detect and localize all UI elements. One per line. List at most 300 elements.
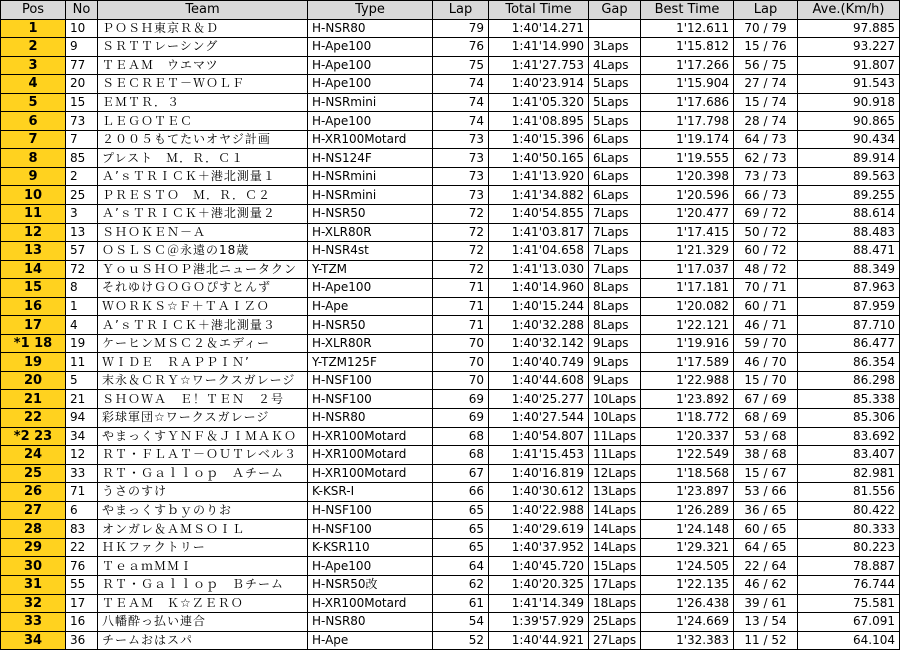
machine-type-cell: K-KSR110 [308,538,433,557]
machine-type-cell: Y-TZM [308,260,433,279]
position-value: 15 [23,280,43,296]
total-time-cell: 1:40'16.819 [489,464,589,483]
laps-cell: 74 [433,75,489,94]
table-row [1,353,900,372]
gap-cell: 6Laps [589,186,641,205]
total-time-cell: 1:41'14.990 [489,38,589,57]
header-best-lap: Lap [734,1,798,20]
best-lap-cell: 46 / 70 [734,353,798,372]
car-number-cell: 9 [66,38,98,57]
average-speed-cell: 83.692 [798,427,900,446]
team-name-cell: ＹｏｕＳＨＯＰ港北ニュータクン [98,260,308,279]
position-cell [1,557,66,576]
car-number-cell: 72 [66,260,98,279]
best-lap-cell: 36 / 65 [734,501,798,520]
position-cell [1,279,66,298]
laps-cell: 71 [433,297,489,316]
gap-cell: 14Laps [589,538,641,557]
table-row [1,242,900,261]
car-number-cell: 20 [66,75,98,94]
laps-cell: 74 [433,112,489,131]
car-number-cell: 21 [66,390,98,409]
position-cell [1,186,66,205]
gap-cell: 25Laps [589,613,641,632]
total-time-cell: 1:40'44.921 [489,631,589,650]
team-name-cell: ＰＲＥＳＴＯ Ｍ．Ｒ．Ｃ２ [98,186,308,205]
machine-type-cell: H-NSRmini [308,167,433,186]
position-cell [1,19,66,38]
total-time-cell: 1:40'32.142 [489,334,589,353]
gap-cell: 7Laps [589,223,641,242]
machine-type-cell: H-Ape100 [308,557,433,576]
car-number-cell: 17 [66,594,98,613]
position-value: 11 [23,206,43,222]
position-cell [1,631,66,650]
gap-cell: 3Laps [589,38,641,57]
total-time-cell: 1:41'27.753 [489,56,589,75]
total-time-cell: 1:40'37.952 [489,538,589,557]
average-speed-cell: 76.744 [798,575,900,594]
best-time-cell: 1'17.686 [641,93,734,112]
car-number-cell: 85 [66,149,98,168]
best-time-cell: 1'17.415 [641,223,734,242]
position-cell [1,334,66,353]
car-number-cell: 71 [66,483,98,502]
car-number-cell: 15 [66,93,98,112]
average-speed-cell: 93.227 [798,38,900,57]
team-name-cell: Ａ’ｓＴＲＩＣＫ＋港北測量１ [98,167,308,186]
laps-cell: 66 [433,483,489,502]
best-time-cell: 1'15.812 [641,38,734,57]
machine-type-cell: H-NSF100 [308,501,433,520]
machine-type-cell: H-NSF100 [308,371,433,390]
best-lap-cell: 27 / 74 [734,75,798,94]
gap-cell: 7Laps [589,242,641,261]
position-cell [1,93,66,112]
table-row [1,520,900,539]
best-time-cell: 1'24.669 [641,613,734,632]
position-cell [1,446,66,465]
position-value: 1 [28,20,38,36]
machine-type-cell: H-Ape100 [308,38,433,57]
team-name-cell: ＳＨＯＫＥＮ－Ａ [98,223,308,242]
position-note: *1 [13,336,30,352]
best-lap-cell: 46 / 62 [734,575,798,594]
best-time-cell: 1'20.477 [641,205,734,224]
best-time-cell: 1'21.329 [641,242,734,261]
car-number-cell: 77 [66,56,98,75]
position-cell [1,242,66,261]
table-row [1,186,900,205]
average-speed-cell: 88.471 [798,242,900,261]
best-lap-cell: 15 / 76 [734,38,798,57]
gap-cell: 6Laps [589,167,641,186]
gap-cell: 5Laps [589,75,641,94]
header-lap: Lap [433,1,489,20]
header-total-time: Total Time [489,1,589,20]
team-name-cell: ＯＳＬＳＣ＠永遠の18歳 [98,242,308,261]
average-speed-cell: 86.477 [798,334,900,353]
laps-cell: 52 [433,631,489,650]
team-name-cell: ２００５もてたいオヤジ計画 [98,130,308,149]
total-time-cell: 1:41'03.817 [489,223,589,242]
car-number-cell: 11 [66,353,98,372]
total-time-cell: 1:41'15.453 [489,446,589,465]
total-time-cell: 1:41'05.320 [489,93,589,112]
best-lap-cell: 69 / 72 [734,205,798,224]
gap-cell: 6Laps [589,149,641,168]
car-number-cell: 6 [66,501,98,520]
total-time-cell: 1:40'32.288 [489,316,589,335]
position-cell [1,520,66,539]
gap-cell: 8Laps [589,316,641,335]
position-cell [1,409,66,428]
car-number-cell: 34 [66,427,98,446]
car-number-cell: 7 [66,130,98,149]
car-number-cell: 25 [66,186,98,205]
gap-cell: 14Laps [589,520,641,539]
total-time-cell: 1:41'13.920 [489,167,589,186]
gap-cell: 5Laps [589,93,641,112]
header-row [1,1,900,20]
machine-type-cell: H-XR100Motard [308,130,433,149]
position-value: 8 [28,150,38,166]
position-cell [1,112,66,131]
average-speed-cell: 87.710 [798,316,900,335]
position-value: 16 [23,299,43,315]
position-cell [1,149,66,168]
machine-type-cell: H-XLR80R [308,223,433,242]
table-row [1,75,900,94]
car-number-cell: 83 [66,520,98,539]
position-cell [1,167,66,186]
laps-cell: 72 [433,242,489,261]
best-time-cell: 1'19.174 [641,130,734,149]
position-value: 18 [34,336,53,352]
laps-cell: 67 [433,464,489,483]
machine-type-cell: H-Ape100 [308,112,433,131]
total-time-cell: 1:40'14.271 [489,19,589,38]
best-time-cell: 1'20.398 [641,167,734,186]
position-cell [1,594,66,613]
position-cell [1,260,66,279]
gap-cell: 11Laps [589,427,641,446]
average-speed-cell: 89.563 [798,167,900,186]
position-value: 9 [28,169,38,185]
car-number-cell: 1 [66,297,98,316]
laps-cell: 73 [433,130,489,149]
laps-cell: 69 [433,390,489,409]
gap-cell: 9Laps [589,334,641,353]
best-lap-cell: 62 / 73 [734,149,798,168]
average-speed-cell: 88.614 [798,205,900,224]
best-lap-cell: 53 / 66 [734,483,798,502]
header-pos: Pos [1,1,66,20]
car-number-cell: 94 [66,409,98,428]
laps-cell: 65 [433,501,489,520]
best-time-cell: 1'22.988 [641,371,734,390]
car-number-cell: 22 [66,538,98,557]
average-speed-cell: 85.306 [798,409,900,428]
laps-cell: 62 [433,575,489,594]
team-name-cell: ＳＲＴＴレーシング [98,38,308,57]
laps-cell: 61 [433,594,489,613]
team-name-cell: ＴＥＡＭ ウエマツ [98,56,308,75]
team-name-cell: ＰＯＳＨ東京Ｒ＆Ｄ [98,19,308,38]
machine-type-cell: H-Ape100 [308,75,433,94]
total-time-cell: 1:40'15.244 [489,297,589,316]
best-lap-cell: 39 / 61 [734,594,798,613]
best-time-cell: 1'18.772 [641,409,734,428]
table-row [1,409,900,428]
machine-type-cell: H-NSR80 [308,19,433,38]
machine-type-cell: H-Ape100 [308,56,433,75]
average-speed-cell: 80.223 [798,538,900,557]
best-time-cell: 1'22.121 [641,316,734,335]
average-speed-cell: 87.959 [798,297,900,316]
average-speed-cell: 91.543 [798,75,900,94]
laps-cell: 79 [433,19,489,38]
position-value: 10 [23,187,43,203]
position-value: 24 [23,447,43,463]
header-average-speed: Ave.(Km/h) [798,1,900,20]
car-number-cell: 10 [66,19,98,38]
best-lap-cell: 70 / 71 [734,279,798,298]
average-speed-cell: 80.422 [798,501,900,520]
best-lap-cell: 67 / 69 [734,390,798,409]
gap-cell: 7Laps [589,260,641,279]
total-time-cell: 1:40'44.608 [489,371,589,390]
position-cell [1,297,66,316]
team-name-cell: ＳＨＯＷＡ Ｅ！ＴＥＮ ２号 [98,390,308,409]
team-name-cell: ＲＴ・ＦＬＡＴ－ＯＵＴレベル３ [98,446,308,465]
gap-cell: 8Laps [589,279,641,298]
table-row [1,594,900,613]
laps-cell: 75 [433,56,489,75]
car-number-cell: 4 [66,316,98,335]
best-time-cell: 1'24.148 [641,520,734,539]
position-value: 31 [23,577,43,593]
average-speed-cell: 78.887 [798,557,900,576]
position-value: 29 [23,540,43,556]
team-name-cell: ＳＥＣＲＥＴ－ＷＯＬＦ [98,75,308,94]
best-time-cell: 1'29.321 [641,538,734,557]
team-name-cell: 末永＆ＣＲＹ☆ワークスガレージ [98,371,308,390]
gap-cell: 15Laps [589,557,641,576]
position-value: 17 [23,317,43,333]
table-row [1,167,900,186]
best-lap-cell: 11 / 52 [734,631,798,650]
best-lap-cell: 56 / 75 [734,56,798,75]
gap-cell: 14Laps [589,501,641,520]
team-name-cell: ＴＥＡＭ Ｋ☆ＺＥＲＯ [98,594,308,613]
machine-type-cell: Y-TZM125F [308,353,433,372]
machine-type-cell: H-XLR80R [308,334,433,353]
best-lap-cell: 59 / 70 [734,334,798,353]
best-time-cell: 1'24.505 [641,557,734,576]
team-name-cell: ＥＭＴＲ．３ [98,93,308,112]
average-speed-cell: 90.434 [798,130,900,149]
best-lap-cell: 73 / 73 [734,167,798,186]
average-speed-cell: 80.333 [798,520,900,539]
laps-cell: 69 [433,409,489,428]
position-cell [1,501,66,520]
average-speed-cell: 67.091 [798,613,900,632]
position-value: 2 [28,39,38,55]
total-time-cell: 1:40'14.960 [489,279,589,298]
position-value: 19 [23,354,43,370]
position-cell [1,38,66,57]
position-cell [1,353,66,372]
best-lap-cell: 64 / 73 [734,130,798,149]
best-time-cell: 1'23.897 [641,483,734,502]
gap-cell: 11Laps [589,446,641,465]
best-lap-cell: 68 / 69 [734,409,798,428]
total-time-cell: 1:39'57.929 [489,613,589,632]
machine-type-cell: H-NSRmini [308,93,433,112]
average-speed-cell: 97.885 [798,19,900,38]
laps-cell: 65 [433,538,489,557]
laps-cell: 68 [433,427,489,446]
position-value: 30 [23,558,43,574]
team-name-cell: ＴｅａｍＭＭＩ [98,557,308,576]
table-row [1,297,900,316]
position-value: 6 [28,113,38,129]
gap-cell: 27Laps [589,631,641,650]
table-row [1,427,900,446]
table-row [1,223,900,242]
best-time-cell: 1'12.611 [641,19,734,38]
laps-cell: 70 [433,353,489,372]
table-row [1,130,900,149]
car-number-cell: 57 [66,242,98,261]
laps-cell: 70 [433,371,489,390]
table-row [1,149,900,168]
total-time-cell: 1:40'30.612 [489,483,589,502]
team-name-cell: ＲＴ・Ｇａｌｌｏｐ Ｂチーム [98,575,308,594]
gap-cell: 10Laps [589,390,641,409]
gap-cell: 12Laps [589,464,641,483]
best-time-cell: 1'17.037 [641,260,734,279]
position-cell [1,538,66,557]
car-number-cell: 12 [66,446,98,465]
best-time-cell: 1'18.568 [641,464,734,483]
position-cell [1,613,66,632]
best-lap-cell: 60 / 65 [734,520,798,539]
best-lap-cell: 22 / 64 [734,557,798,576]
machine-type-cell: H-XR100Motard [308,464,433,483]
laps-cell: 71 [433,316,489,335]
best-lap-cell: 48 / 72 [734,260,798,279]
position-value: 23 [34,428,53,444]
best-time-cell: 1'22.549 [641,446,734,465]
total-time-cell: 1:40'15.396 [489,130,589,149]
table-row [1,483,900,502]
laps-cell: 73 [433,149,489,168]
average-speed-cell: 90.918 [798,93,900,112]
total-time-cell: 1:41'34.882 [489,186,589,205]
machine-type-cell: H-NSRmini [308,186,433,205]
best-lap-cell: 60 / 72 [734,242,798,261]
average-speed-cell: 64.104 [798,631,900,650]
best-lap-cell: 70 / 79 [734,19,798,38]
best-lap-cell: 13 / 54 [734,613,798,632]
total-time-cell: 1:41'08.895 [489,112,589,131]
best-time-cell: 1'32.383 [641,631,734,650]
team-name-cell: 彩球軍団☆ワークスガレージ [98,409,308,428]
gap-cell: 6Laps [589,130,641,149]
average-speed-cell: 86.298 [798,371,900,390]
car-number-cell: 5 [66,371,98,390]
total-time-cell: 1:41'04.658 [489,242,589,261]
car-number-cell: 13 [66,223,98,242]
table-row [1,390,900,409]
average-speed-cell: 89.255 [798,186,900,205]
laps-cell: 70 [433,334,489,353]
laps-cell: 54 [433,613,489,632]
gap-cell: 13Laps [589,483,641,502]
best-time-cell: 1'26.289 [641,501,734,520]
position-note: *2 [13,428,30,444]
car-number-cell: 55 [66,575,98,594]
best-time-cell: 1'19.555 [641,149,734,168]
position-value: 28 [23,521,43,537]
best-lap-cell: 50 / 72 [734,223,798,242]
gap-cell: 8Laps [589,297,641,316]
table-row [1,464,900,483]
position-cell [1,75,66,94]
car-number-cell: 2 [66,167,98,186]
machine-type-cell: H-XR100Motard [308,427,433,446]
total-time-cell: 1:40'54.807 [489,427,589,446]
position-cell [1,56,66,75]
average-speed-cell: 88.349 [798,260,900,279]
average-speed-cell: 91.807 [798,56,900,75]
machine-type-cell: H-NSR4st [308,242,433,261]
best-lap-cell: 15 / 70 [734,371,798,390]
best-time-cell: 1'17.798 [641,112,734,131]
car-number-cell: 16 [66,613,98,632]
laps-cell: 64 [433,557,489,576]
gap-cell: 10Laps [589,409,641,428]
best-lap-cell: 38 / 68 [734,446,798,465]
header-best-time: Best Time [641,1,734,20]
table-row [1,316,900,335]
table-row [1,446,900,465]
total-time-cell: 1:40'27.544 [489,409,589,428]
team-name-cell: オンガレ＆ＡＭＳＯＩＬ [98,520,308,539]
team-name-cell: ＬＥＧＯＴＥＣ [98,112,308,131]
position-cell [1,483,66,502]
total-time-cell: 1:40'40.749 [489,353,589,372]
machine-type-cell: H-NSR50 [308,205,433,224]
position-cell [1,223,66,242]
machine-type-cell: H-XR100Motard [308,594,433,613]
average-speed-cell: 85.338 [798,390,900,409]
header-no: No [66,1,98,20]
team-name-cell: Ａ’ｓＴＲＩＣＫ＋港北測量３ [98,316,308,335]
average-speed-cell: 88.483 [798,223,900,242]
best-lap-cell: 15 / 67 [734,464,798,483]
header-type: Type [308,1,433,20]
machine-type-cell: H-NS124F [308,149,433,168]
position-value: 13 [23,243,43,259]
team-name-cell: やまっくすｂｙのりお [98,501,308,520]
total-time-cell: 1:40'29.619 [489,520,589,539]
gap-cell: 17Laps [589,575,641,594]
average-speed-cell: 89.914 [798,149,900,168]
car-number-cell: 36 [66,631,98,650]
